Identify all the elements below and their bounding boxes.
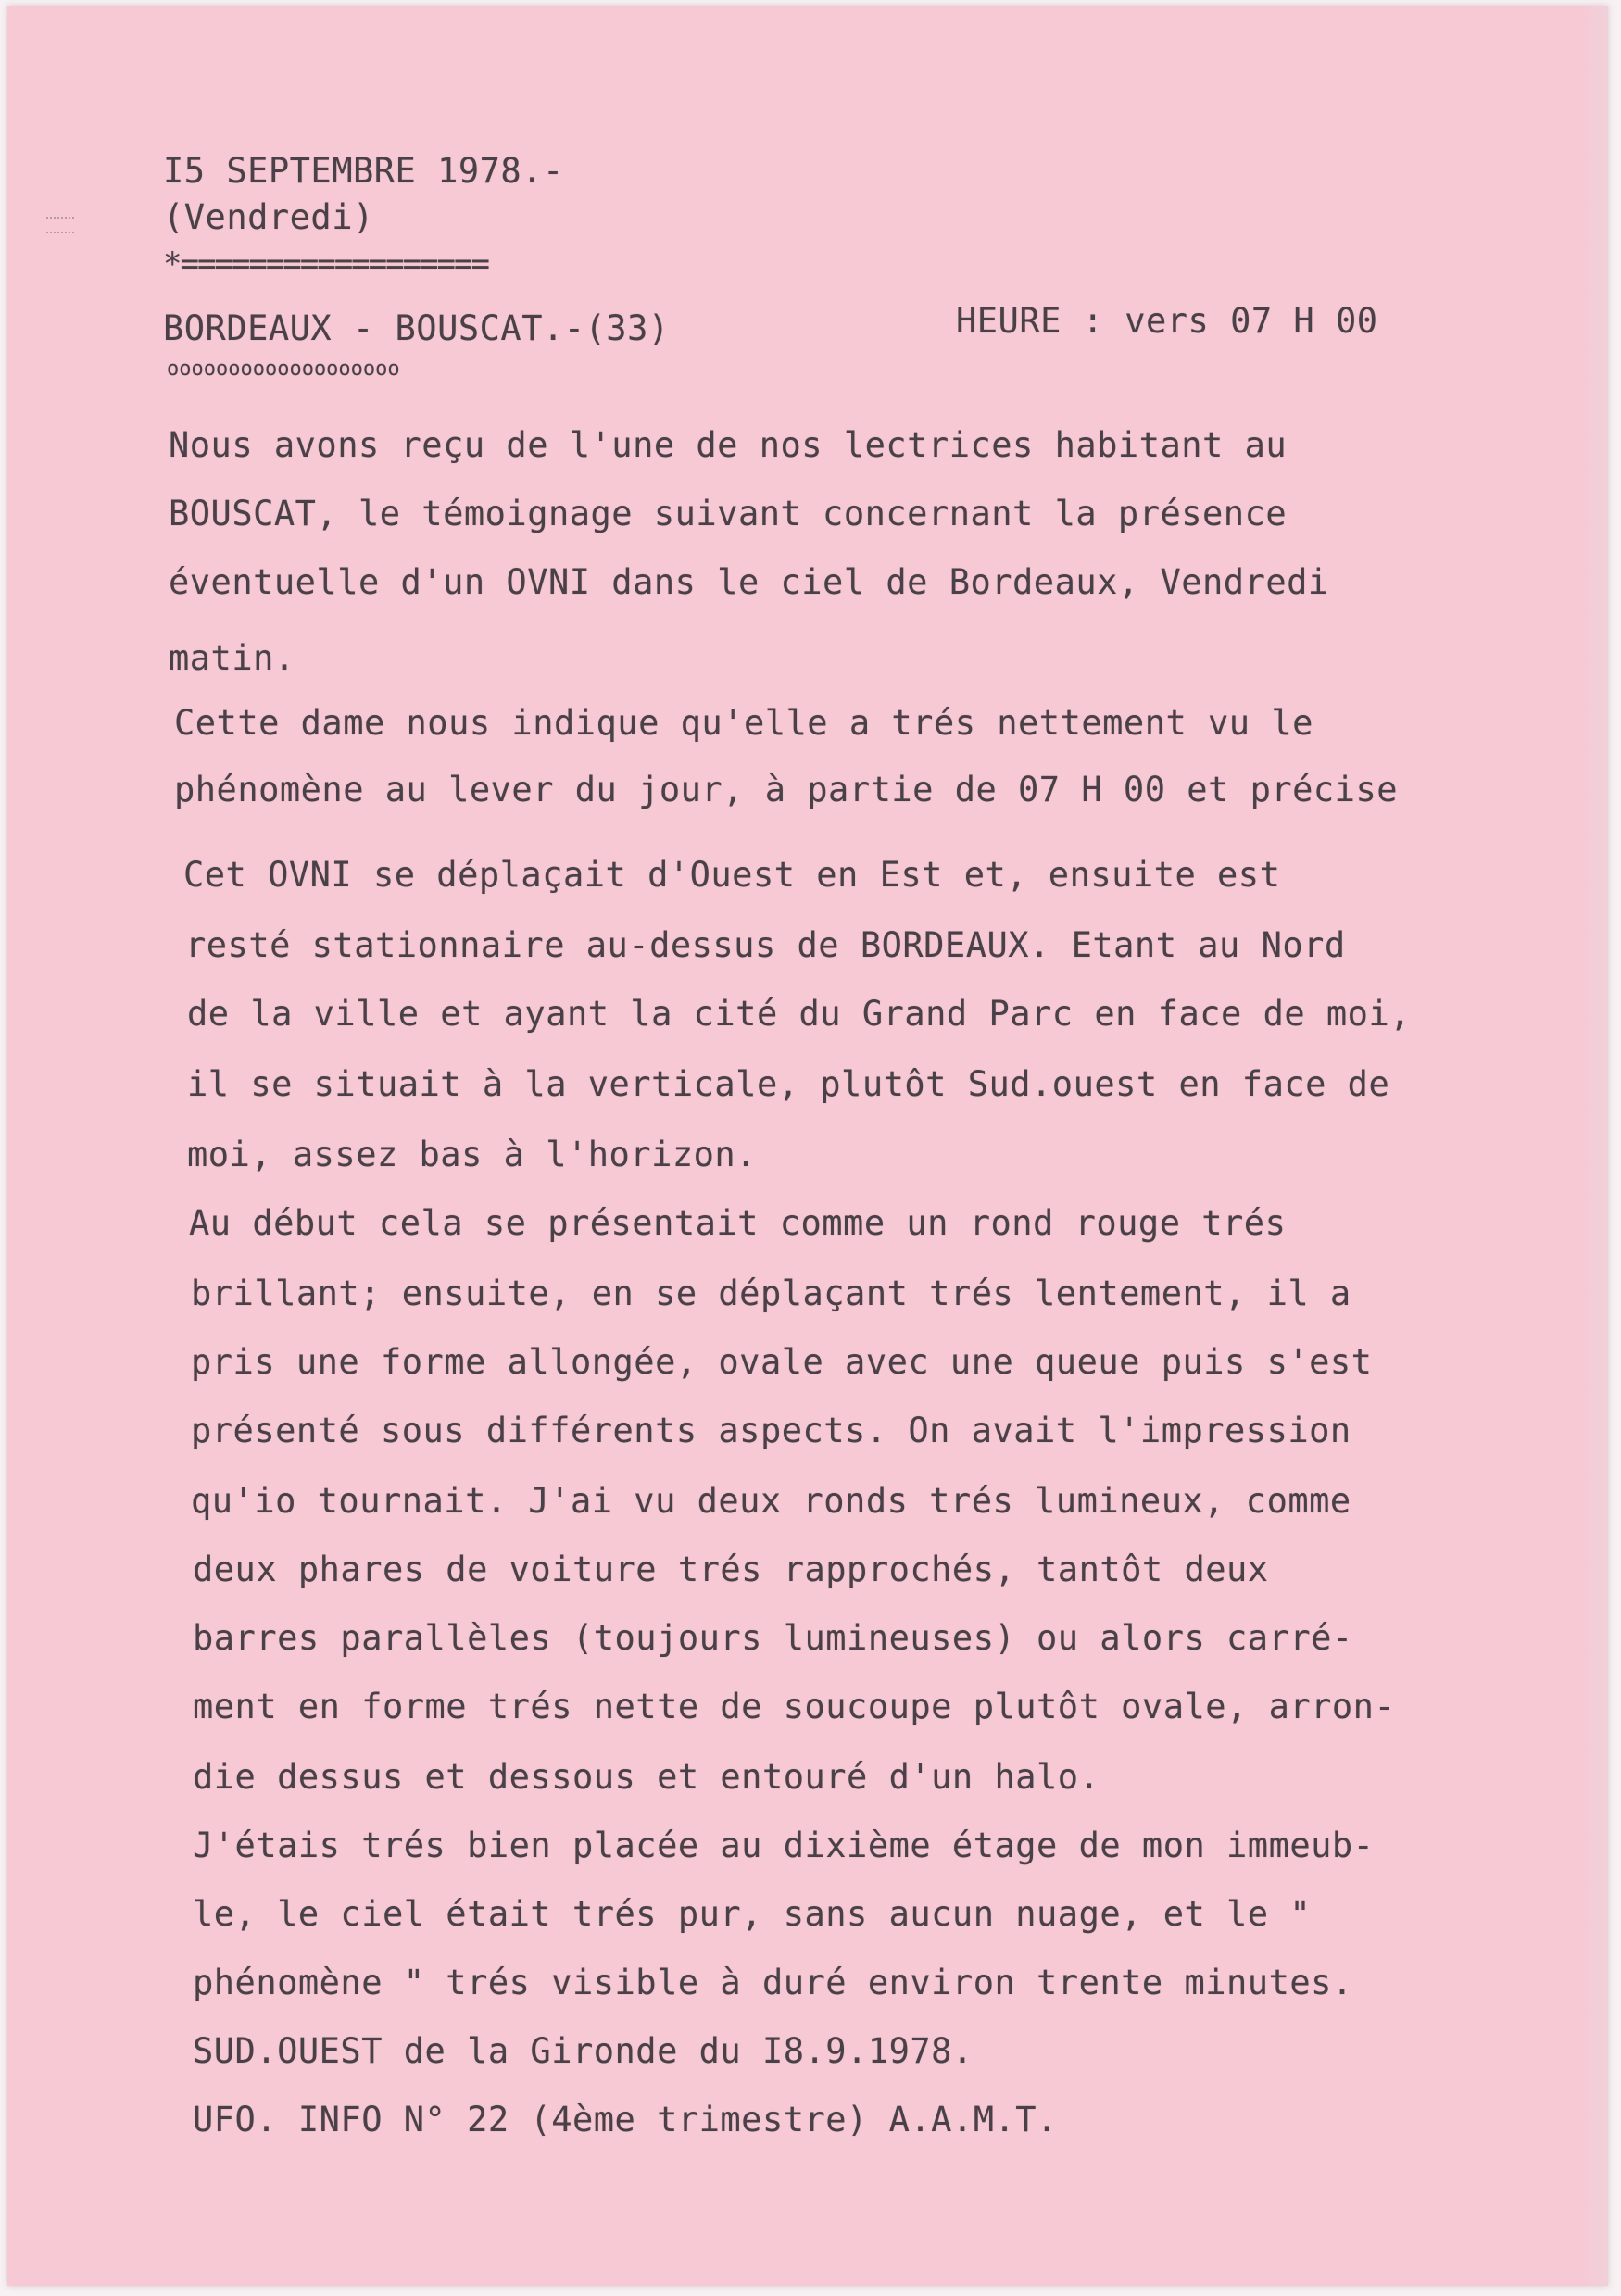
scan-edge-shading [1580, 6, 1608, 2286]
body-line: Cet OVNI se déplaçait d'Ouest en Est et, ensuite est [183, 855, 1281, 895]
body-line: matin. [169, 638, 295, 678]
source-citation: SUD.OUEST de la Gironde du I8.9.1978. [193, 2031, 974, 2071]
margin-mark [46, 217, 74, 233]
weekday-heading: (Vendredi) [163, 197, 374, 237]
body-line: resté stationnaire au-dessus de BORDEAUX. Etant au Nord [185, 925, 1346, 965]
body-line: phénomène " trés visible à duré environ trente minutes. [193, 1963, 1353, 2002]
body-line: présenté sous différents aspects. On avait l'impression [191, 1411, 1351, 1450]
body-line: brillant; ensuite, en se déplaçant trés lentement, il a [191, 1273, 1351, 1313]
heading-underline: *================== [163, 245, 488, 282]
location-heading: BORDEAUX - BOUSCAT.-(33) [163, 308, 670, 348]
date-heading: I5 SEPTEMBRE 1978.- [163, 151, 564, 191]
location-underline: ooooooooooooooooooo [167, 358, 400, 381]
body-line: éventuelle d'un OVNI dans le ciel de Bordeaux, Vendredi [169, 562, 1329, 602]
source-citation: UFO. INFO N° 22 (4ème trimestre) A.A.M.T. [193, 2100, 1058, 2139]
body-line: de la ville et ayant la cité du Grand Parc en face de moi, [187, 994, 1412, 1034]
body-line: Au début cela se présentait comme un rond rouge trés [189, 1203, 1287, 1243]
body-line: le, le ciel était trés pur, sans aucun nuage, et le " [193, 1894, 1312, 1934]
body-line: barres parallèles (toujours lumineuses) ou alors carré- [193, 1618, 1353, 1658]
body-line: pris une forme allongée, ovale avec une queue puis s'est [191, 1342, 1373, 1382]
body-line: BOUSCAT, le témoignage suivant concernant la présence [169, 494, 1288, 533]
body-line: die dessus et dessous et entouré d'un halo. [193, 1757, 1100, 1797]
body-line: il se situait à la verticale, plutôt Sud.ouest en face de [187, 1064, 1390, 1104]
body-line: phénomène au lever du jour, à partie de 07 H 00 et précise [174, 770, 1399, 809]
body-line: moi, assez bas à l'horizon. [187, 1135, 757, 1174]
body-line: J'étais trés bien placée au dixième étage de mon immeub- [193, 1826, 1375, 1865]
body-line: Cette dame nous indique qu'elle a trés nettement vu le [174, 703, 1313, 743]
body-line: ment en forme trés nette de soucoupe plutôt ovale, arron- [193, 1687, 1396, 1726]
body-line: Nous avons reçu de l'une de nos lectrices habitant au [169, 425, 1288, 465]
time-heading: HEURE : vers 07 H 00 [956, 301, 1378, 341]
document-page [7, 6, 1608, 2286]
body-line: deux phares de voiture trés rapprochés, tantôt deux [193, 1549, 1269, 1589]
body-line: qu'io tournait. J'ai vu deux ronds trés lumineux, comme [191, 1481, 1351, 1521]
